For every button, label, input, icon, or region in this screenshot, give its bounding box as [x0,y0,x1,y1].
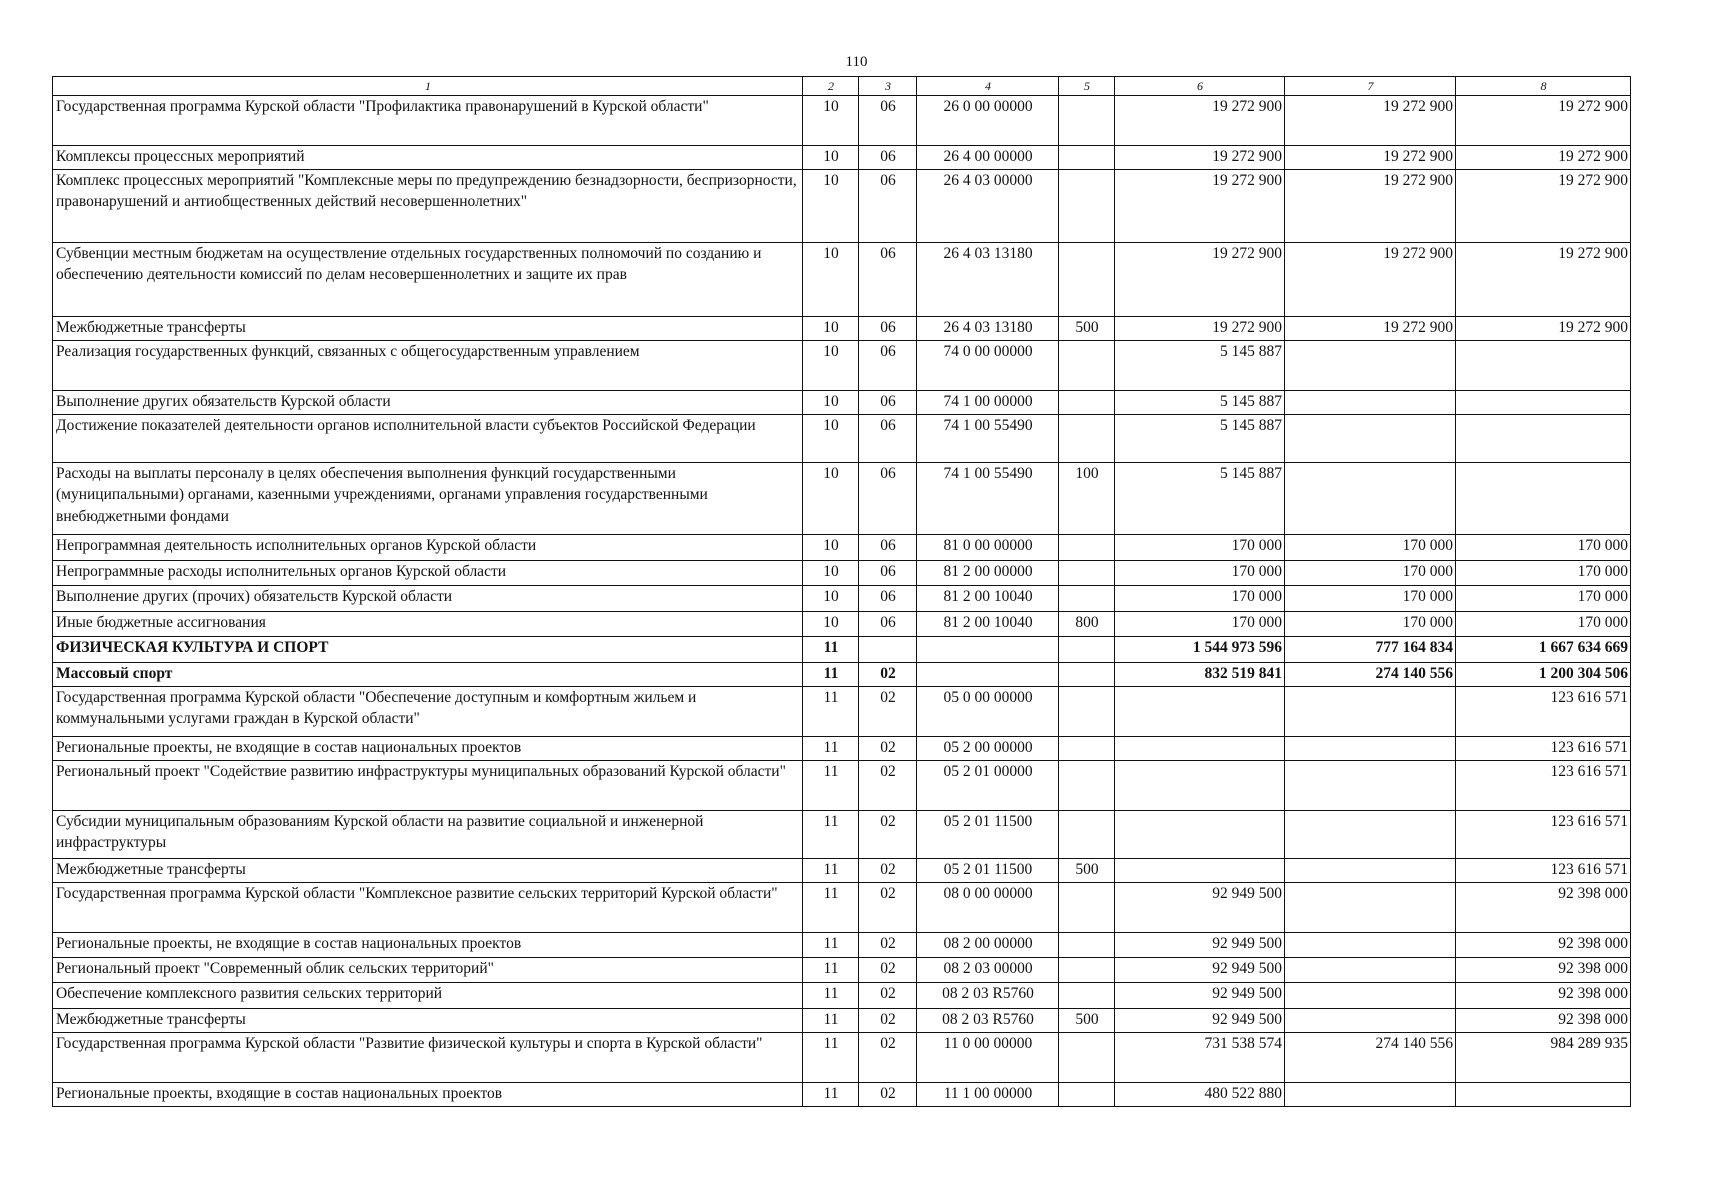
amount-col7-cell: 777 164 834 [1285,637,1456,663]
amount-col7-cell [1285,811,1456,859]
item-name-cell: Выполнение других обязательств Курской области [53,391,803,415]
amount-col8-cell: 123 616 571 [1456,811,1631,859]
amount-col7-cell: 19 272 900 [1285,96,1456,146]
expense-type-cell [1059,391,1115,415]
item-name-cell: Субвенции местным бюджетам на осуществление отдельных государственных полномочий по созданию и обеспечению деятельности комиссий по делам несовершеннолетних и защите их прав [53,243,803,317]
expense-type-cell [1059,415,1115,463]
subsection-code-cell: 06 [859,243,917,317]
subsection-code-cell: 06 [859,170,917,243]
amount-col7-cell [1285,415,1456,463]
amount-col8-cell: 19 272 900 [1456,317,1631,341]
target-article-cell: 81 2 00 10040 [917,612,1059,637]
expense-type-cell [1059,811,1115,859]
amount-col7-cell [1285,933,1456,958]
column-header: 1 [53,77,803,96]
amount-col7-cell: 274 140 556 [1285,1033,1456,1083]
section-code-cell: 11 [803,637,859,663]
subsection-code-cell: 06 [859,146,917,170]
amount-col6-cell: 19 272 900 [1115,170,1285,243]
target-article-cell: 26 4 00 00000 [917,146,1059,170]
item-name-cell: Региональные проекты, не входящие в состав национальных проектов [53,933,803,958]
expense-type-cell: 500 [1059,1009,1115,1033]
expense-type-cell [1059,1083,1115,1107]
column-header: 5 [1059,77,1115,96]
column-header: 7 [1285,77,1456,96]
table-row [53,341,1631,391]
target-article-cell: 74 1 00 55490 [917,415,1059,463]
amount-col7-cell [1285,761,1456,811]
item-name-cell: Непрограммная деятельность исполнительных органов Курской области [53,535,803,561]
expense-type-cell [1059,933,1115,958]
target-article-cell [917,663,1059,687]
amount-col8-cell: 19 272 900 [1456,96,1631,146]
expense-type-cell [1059,146,1115,170]
section-code-cell: 10 [803,317,859,341]
subsection-code-cell: 06 [859,391,917,415]
subsection-code-cell: 06 [859,341,917,391]
table-row [53,883,1631,933]
amount-col8-cell: 123 616 571 [1456,859,1631,883]
section-code-cell: 11 [803,883,859,933]
section-code-cell: 10 [803,146,859,170]
amount-col8-cell [1456,1083,1631,1107]
item-name-cell: Иные бюджетные ассигнования [53,612,803,637]
table-row [53,535,1631,561]
section-code-cell: 11 [803,811,859,859]
amount-col7-cell [1285,958,1456,983]
target-article-cell: 81 2 00 10040 [917,586,1059,612]
target-article-cell: 26 4 03 13180 [917,317,1059,341]
table-row [53,146,1631,170]
amount-col6-cell: 92 949 500 [1115,1009,1285,1033]
amount-col6-cell: 5 145 887 [1115,341,1285,391]
column-header: 8 [1456,77,1631,96]
subsection-code-cell: 02 [859,737,917,761]
expense-type-cell [1059,341,1115,391]
subsection-code-cell: 02 [859,958,917,983]
subsection-code-cell: 06 [859,96,917,146]
item-name-cell: ФИЗИЧЕСКАЯ КУЛЬТУРА И СПОРТ [53,637,803,663]
section-code-cell: 10 [803,612,859,637]
amount-col6-cell: 731 538 574 [1115,1033,1285,1083]
item-name-cell: Межбюджетные трансферты [53,1009,803,1033]
amount-col6-cell [1115,811,1285,859]
item-name-cell: Достижение показателей деятельности органов исполнительной власти субъектов Российской Федерации [53,415,803,463]
amount-col7-cell: 19 272 900 [1285,243,1456,317]
amount-col8-cell: 170 000 [1456,612,1631,637]
subsection-code-cell: 06 [859,317,917,341]
table-row [53,859,1631,883]
expense-type-cell [1059,637,1115,663]
amount-col6-cell: 832 519 841 [1115,663,1285,687]
item-name-cell: Непрограммные расходы исполнительных органов Курской области [53,561,803,586]
amount-col8-cell: 123 616 571 [1456,737,1631,761]
table-row [53,737,1631,761]
target-article-cell: 05 2 01 11500 [917,859,1059,883]
amount-col6-cell: 5 145 887 [1115,391,1285,415]
target-article-cell: 26 4 03 13180 [917,243,1059,317]
table-row [53,811,1631,859]
subsection-code-cell: 06 [859,586,917,612]
item-name-cell: Государственная программа Курской области "Профилактика правонарушений в Курской области" [53,96,803,146]
target-article-cell: 11 1 00 00000 [917,1083,1059,1107]
section-code-cell: 10 [803,463,859,535]
amount-col7-cell: 170 000 [1285,612,1456,637]
target-article-cell: 08 2 03 00000 [917,958,1059,983]
section-code-cell: 11 [803,859,859,883]
amount-col6-cell: 170 000 [1115,535,1285,561]
expense-type-cell [1059,958,1115,983]
table-row [53,586,1631,612]
section-code-cell: 11 [803,1083,859,1107]
item-name-cell: Массовый спорт [53,663,803,687]
amount-col7-cell: 170 000 [1285,586,1456,612]
table-row [53,761,1631,811]
table-row [53,415,1631,463]
amount-col6-cell: 19 272 900 [1115,243,1285,317]
table-row [53,983,1631,1009]
amount-col7-cell: 170 000 [1285,561,1456,586]
amount-col8-cell: 92 398 000 [1456,883,1631,933]
target-article-cell: 05 2 00 00000 [917,737,1059,761]
section-code-cell: 10 [803,96,859,146]
table-body [53,96,1631,1107]
amount-col6-cell: 170 000 [1115,612,1285,637]
column-header: 2 [803,77,859,96]
item-name-cell: Межбюджетные трансферты [53,859,803,883]
expense-type-cell [1059,663,1115,687]
table-row [53,612,1631,637]
expense-type-cell [1059,1033,1115,1083]
amount-col8-cell: 19 272 900 [1456,170,1631,243]
subsection-code-cell [859,637,917,663]
section-code-cell: 11 [803,933,859,958]
target-article-cell: 81 0 00 00000 [917,535,1059,561]
target-article-cell: 11 0 00 00000 [917,1033,1059,1083]
amount-col8-cell: 123 616 571 [1456,761,1631,811]
section-code-cell: 10 [803,415,859,463]
amount-col6-cell [1115,737,1285,761]
section-code-cell: 10 [803,561,859,586]
amount-col8-cell: 1 200 304 506 [1456,663,1631,687]
amount-col8-cell: 123 616 571 [1456,687,1631,737]
subsection-code-cell: 02 [859,983,917,1009]
amount-col7-cell: 274 140 556 [1285,663,1456,687]
section-code-cell: 10 [803,341,859,391]
table-row [53,687,1631,737]
amount-col7-cell [1285,859,1456,883]
target-article-cell: 26 4 03 00000 [917,170,1059,243]
amount-col6-cell: 19 272 900 [1115,96,1285,146]
subsection-code-cell: 02 [859,859,917,883]
amount-col7-cell: 170 000 [1285,535,1456,561]
expense-type-cell: 500 [1059,859,1115,883]
amount-col6-cell: 19 272 900 [1115,146,1285,170]
column-header: 3 [859,77,917,96]
amount-col7-cell [1285,1083,1456,1107]
amount-col6-cell: 19 272 900 [1115,317,1285,341]
expense-type-cell [1059,737,1115,761]
item-name-cell: Государственная программа Курской области "Комплексное развитие сельских территорий Курской области" [53,883,803,933]
table-row [53,170,1631,243]
subsection-code-cell: 02 [859,761,917,811]
column-header: 6 [1115,77,1285,96]
amount-col8-cell: 170 000 [1456,561,1631,586]
subsection-code-cell: 02 [859,687,917,737]
amount-col8-cell [1456,341,1631,391]
amount-col7-cell [1285,687,1456,737]
item-name-cell: Субсидии муниципальным образованиям Курской области на развитие социальной и инженерной инфраструктуры [53,811,803,859]
target-article-cell: 74 0 00 00000 [917,341,1059,391]
amount-col8-cell: 984 289 935 [1456,1033,1631,1083]
section-code-cell: 10 [803,535,859,561]
amount-col6-cell: 1 544 973 596 [1115,637,1285,663]
expense-type-cell [1059,561,1115,586]
subsection-code-cell: 02 [859,1009,917,1033]
page-number: 110 [845,54,868,70]
table-row [53,637,1631,663]
item-name-cell: Региональный проект "Содействие развитию инфраструктуры муниципальных образований Курской области" [53,761,803,811]
section-code-cell: 11 [803,1033,859,1083]
section-code-cell: 10 [803,586,859,612]
amount-col6-cell: 92 949 500 [1115,883,1285,933]
section-code-cell: 11 [803,1009,859,1033]
item-name-cell: Государственная программа Курской области "Развитие физической культуры и спорта в Курской области" [53,1033,803,1083]
subsection-code-cell: 02 [859,663,917,687]
section-code-cell: 11 [803,687,859,737]
item-name-cell: Региональные проекты, входящие в состав национальных проектов [53,1083,803,1107]
target-article-cell: 81 2 00 00000 [917,561,1059,586]
expense-type-cell [1059,983,1115,1009]
target-article-cell: 74 1 00 00000 [917,391,1059,415]
column-header: 4 [917,77,1059,96]
target-article-cell: 08 2 03 R5760 [917,983,1059,1009]
budget-table [52,76,1631,1107]
expense-type-cell [1059,687,1115,737]
amount-col6-cell: 170 000 [1115,561,1285,586]
amount-col6-cell: 92 949 500 [1115,983,1285,1009]
section-code-cell: 11 [803,663,859,687]
table-row [53,663,1631,687]
amount-col6-cell [1115,687,1285,737]
table-row [53,463,1631,535]
amount-col8-cell: 19 272 900 [1456,243,1631,317]
target-article-cell: 26 0 00 00000 [917,96,1059,146]
section-code-cell: 11 [803,737,859,761]
item-name-cell: Государственная программа Курской области "Обеспечение доступным и комфортным жильем и коммунальными услугами граждан в Курской области" [53,687,803,737]
target-article-cell: 08 2 03 R5760 [917,1009,1059,1033]
amount-col6-cell: 5 145 887 [1115,463,1285,535]
section-code-cell: 10 [803,243,859,317]
item-name-cell: Региональный проект "Современный облик сельских территорий" [53,958,803,983]
expense-type-cell [1059,761,1115,811]
amount-col7-cell: 19 272 900 [1285,146,1456,170]
item-name-cell: Выполнение других (прочих) обязательств Курской области [53,586,803,612]
expense-type-cell [1059,883,1115,933]
column-number-row [53,77,1631,96]
amount-col7-cell [1285,737,1456,761]
table-row [53,96,1631,146]
amount-col8-cell: 170 000 [1456,535,1631,561]
subsection-code-cell: 06 [859,415,917,463]
subsection-code-cell: 02 [859,1083,917,1107]
subsection-code-cell: 06 [859,463,917,535]
amount-col6-cell: 170 000 [1115,586,1285,612]
table-row [53,933,1631,958]
target-article-cell: 05 2 01 11500 [917,811,1059,859]
section-code-cell: 11 [803,761,859,811]
amount-col6-cell: 92 949 500 [1115,933,1285,958]
section-code-cell: 11 [803,983,859,1009]
table-row [53,561,1631,586]
amount-col8-cell: 1 667 634 669 [1456,637,1631,663]
subsection-code-cell: 02 [859,883,917,933]
section-code-cell: 11 [803,958,859,983]
amount-col7-cell [1285,463,1456,535]
table-row [53,391,1631,415]
expense-type-cell [1059,170,1115,243]
table-row [53,958,1631,983]
subsection-code-cell: 06 [859,535,917,561]
amount-col8-cell: 170 000 [1456,586,1631,612]
subsection-code-cell: 02 [859,933,917,958]
table-row [53,317,1631,341]
table-row [53,1009,1631,1033]
amount-col6-cell: 92 949 500 [1115,958,1285,983]
amount-col6-cell [1115,859,1285,883]
amount-col6-cell [1115,761,1285,811]
amount-col7-cell [1285,983,1456,1009]
amount-col7-cell: 19 272 900 [1285,317,1456,341]
amount-col8-cell [1456,463,1631,535]
amount-col8-cell [1456,415,1631,463]
item-name-cell: Расходы на выплаты персоналу в целях обеспечения выполнения функций государственными (муниципальными) органами, казенными учреждениями, органами управления государственными внебюджетными фондами [53,463,803,535]
subsection-code-cell: 02 [859,811,917,859]
expense-type-cell [1059,535,1115,561]
subsection-code-cell: 06 [859,612,917,637]
table-row [53,1033,1631,1083]
amount-col8-cell: 92 398 000 [1456,958,1631,983]
amount-col7-cell [1285,341,1456,391]
amount-col8-cell: 19 272 900 [1456,146,1631,170]
target-article-cell: 08 0 00 00000 [917,883,1059,933]
item-name-cell: Обеспечение комплексного развития сельских территорий [53,983,803,1009]
expense-type-cell: 500 [1059,317,1115,341]
expense-type-cell: 100 [1059,463,1115,535]
section-code-cell: 10 [803,391,859,415]
target-article-cell: 05 0 00 00000 [917,687,1059,737]
table-row [53,1083,1631,1107]
target-article-cell [917,637,1059,663]
item-name-cell: Комплексы процессных мероприятий [53,146,803,170]
amount-col8-cell: 92 398 000 [1456,933,1631,958]
target-article-cell: 74 1 00 55490 [917,463,1059,535]
item-name-cell: Комплекс процессных мероприятий "Комплексные меры по предупреждению безнадзорности, беспризорности, правонарушений и антиобщественных действий несовершеннолетних" [53,170,803,243]
expense-type-cell [1059,586,1115,612]
amount-col6-cell: 5 145 887 [1115,415,1285,463]
table-row [53,243,1631,317]
amount-col6-cell: 480 522 880 [1115,1083,1285,1107]
amount-col8-cell: 92 398 000 [1456,983,1631,1009]
target-article-cell: 08 2 00 00000 [917,933,1059,958]
expense-type-cell: 800 [1059,612,1115,637]
amount-col7-cell [1285,883,1456,933]
amount-col8-cell: 92 398 000 [1456,1009,1631,1033]
amount-col8-cell [1456,391,1631,415]
item-name-cell: Межбюджетные трансферты [53,317,803,341]
amount-col7-cell [1285,1009,1456,1033]
subsection-code-cell: 06 [859,561,917,586]
expense-type-cell [1059,96,1115,146]
amount-col7-cell: 19 272 900 [1285,170,1456,243]
section-code-cell: 10 [803,170,859,243]
amount-col7-cell [1285,391,1456,415]
expense-type-cell [1059,243,1115,317]
item-name-cell: Региональные проекты, не входящие в состав национальных проектов [53,737,803,761]
subsection-code-cell: 02 [859,1033,917,1083]
item-name-cell: Реализация государственных функций, связанных с общегосударственным управлением [53,341,803,391]
target-article-cell: 05 2 01 00000 [917,761,1059,811]
